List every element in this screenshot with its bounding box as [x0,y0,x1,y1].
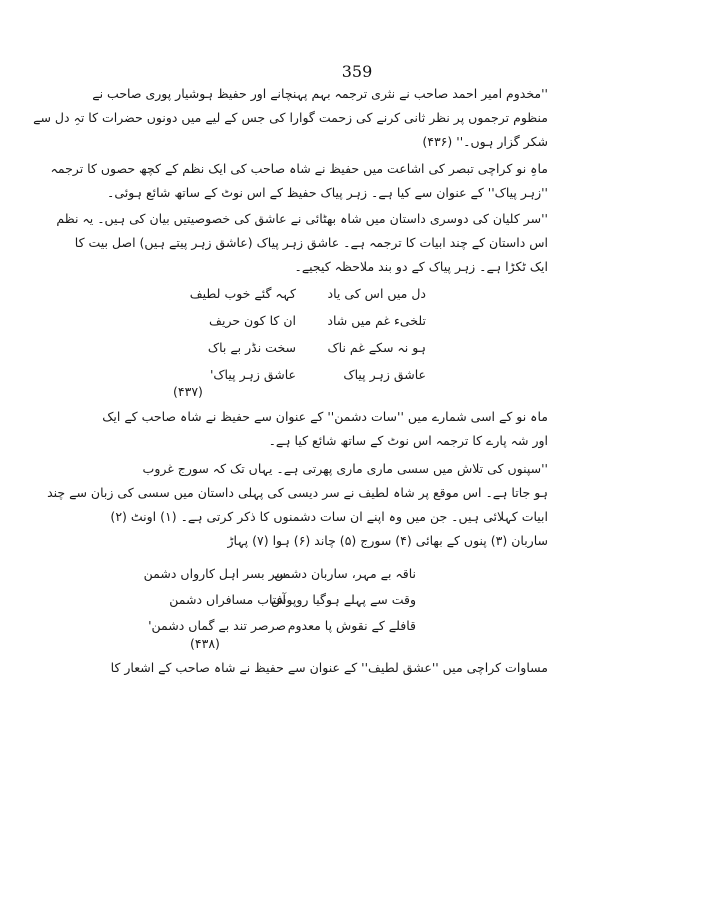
text-line: اور شہ پارے کا ترجمہ اس نوٹ کے ساتھ شائع کیا ہے۔ [268,433,548,448]
verse-couplet [166,340,426,360]
verse-couplet [156,592,416,612]
quote-paragraph-1 [33,82,548,154]
verse-hemistich: وقت سے پہلے ہوگیا روپوش [271,592,416,607]
verse-couplet [166,313,426,333]
text-line: ماہ نو کے اسی شمارے میں ''سات دشمن'' کے عنوان سے حفیظ نے شاہ صاحب کے ایک [102,409,548,424]
text-line: ''سپنوں کی تلاش میں سسی ماری ماری پھرتی ہے۔ یہاں تک کہ سورج غروب [142,461,548,476]
text-line: اس داستان کے چند ابیات کا ترجمہ ہے۔ عاشق زہر پیاک (عاشق زہر پیتے ہیں) اصل بیت کا [74,235,548,250]
text-line: ماہِ نو کراچی تبصر کی اشاعت میں حفیظ نے شاہ صاحب کی ایک نظم کے کچھ حصوں کا ترجمہ [50,161,548,176]
verse-couplet [166,367,426,387]
verse-hemistich: عاشق زہر پیاک' [209,367,296,382]
text-line: منظوم ترجموں پر نظر ثانی کرنے کی زحمت گوارا کی جس کے لیے میں دونوں حضرات کا تہِ دل سے [33,110,548,125]
verse-hemistich: ہو نہ سکے غم ناک [327,340,426,355]
verse-hemistich: تلخیء غم میں شاد [327,313,426,328]
verse-couplet [166,286,426,306]
text-line: ایک ٹکڑا ہے۔ زہر پیاک کے دو بند ملاحظہ کیجیے۔ [294,259,548,274]
quote-paragraph-5 [47,457,548,553]
verse-hemistich: سخت نڈر بے باک [207,340,296,355]
text-line: ''زہر پیاک'' کے عنوان سے کیا ہے۔ زہر پیاک حفیظ کے اس نوٹ کے ساتھ شائع ہوئی۔ [107,185,548,200]
verse-hemistich: دل میں اس کی یاد [327,286,426,301]
paragraph-2 [50,157,548,205]
verse-couplet [143,566,416,586]
reference-number: (۴۳۷) [173,384,203,399]
verse-hemistich: قافلے کے نقوش پا معدوم [287,618,416,633]
quote-paragraph-3 [56,207,548,279]
verse-hemistich: آفتاب مسافراں دشمن [169,592,286,607]
verse-hemistich: سر بسر اہل کارواں دشمن [143,566,286,581]
paragraph-4 [102,405,548,453]
text-line: ہو جاتا ہے۔ اس موقع پر شاہ لطیف نے سر دیسی کی پہلی داستان میں سسی کی زبان سے چند [47,485,548,500]
text-line: شکر گزار ہوں۔'' (۴۳۶) [422,134,548,149]
verse-hemistich: ناقہ بے مہر، ساربان دشمن [274,566,416,581]
reference-number: (۴۳۸) [190,636,220,651]
text-line: ''سر کلیان کی دوسری داستان میں شاہ بھٹائی نے عاشق کی خصوصیتیں بیان کی ہیں۔ یہ نظم [56,211,548,226]
paragraph-6 [110,656,548,680]
verse-hemistich: کہہ گئے خوب لطیف [189,286,296,301]
text-line: ''مخدوم امیر احمد صاحب نے نثری ترجمہ بہم پہنچانے اور حفیظ ہوشیار پوری صاحب نے [92,86,548,101]
page-number: 359 [341,62,373,81]
text-line: ابیات کہلائی ہیں۔ جن میں وہ اپنے ان سات دشمنوں کا ذکر کرتی ہے۔ (۱) اونٹ (۲) [110,509,548,524]
text-line: مساوات کراچی میں ''عشق لطیف'' کے عنوان سے حفیظ نے شاہ صاحب کے اشعار کا [110,660,548,675]
verse-hemistich: عاشق زہر پیاک [343,367,426,382]
verse-hemistich: صرصر تند بے گماں دشمن' [148,618,286,633]
verse-hemistich: ان کا کون حریف [209,313,296,328]
verse-couplet [148,618,416,638]
text-line: ساربان (۳) پنوں کے بھائی (۴) سورج (۵) چاند (۶) ہوا (۷) پہاڑ [227,533,548,548]
